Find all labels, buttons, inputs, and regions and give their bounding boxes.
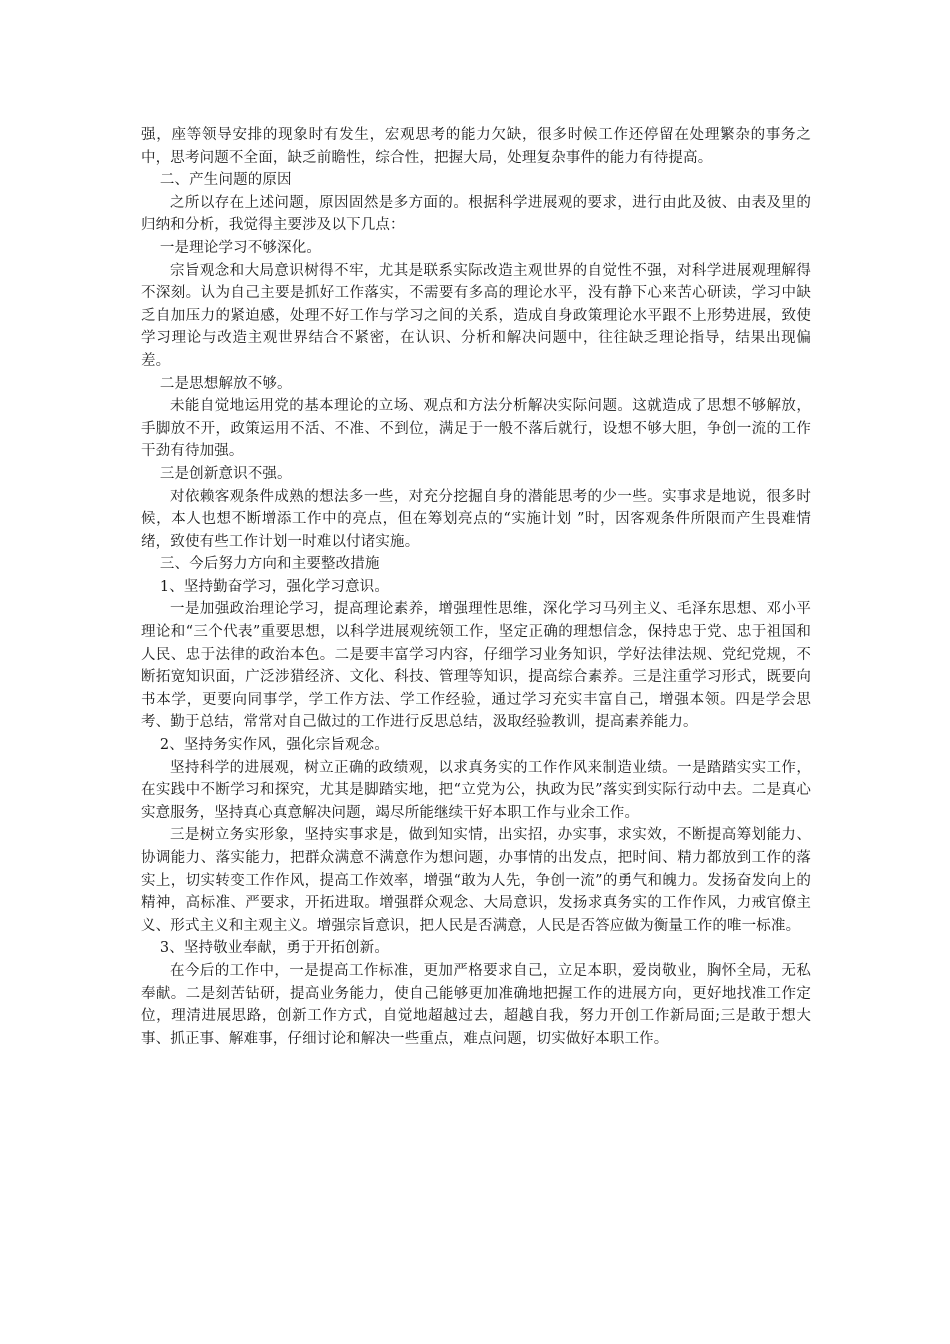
paragraph-thought-liberation: 未能自觉地运用党的基本理论的立场、观点和方法分析解决实际问题。这就造成了思想不够解放，手脚放不开，政策运用不活、不准、不到位，满足于一般不落后就行，设想不够大胆，争创一流的工作干劲有待加强。 [141,398,811,460]
paragraph-dedication: 在今后的工作中，一是提高工作标准，更加严格要求自己，立足本职，爱岗敬业，胸怀全局，无私奉献。二是刻苦钻研，提高业务能力，使自己能够更加准确地把握工作的进展方向，更好地找准工作定位，理清进展思路，创新工作方式，自觉地超越过去，超越自我，努力开创工作新局面;三是敢于想大事、抓正事、解难事，仔细讨论和解决一些重点，难点问题，切实做好本职工作。 [141,962,811,1047]
paragraph-innovation: 对依赖客观条件成熟的想法多一些，对充分挖掘自身的潜能思考的少一些。实事求是地说，很多时候，本人也想不断增添工作中的亮点，但在筹划亮点的“实施计划 ”时，因客观条件所限而产生畏难情绪，致使有些工作计划一时难以付诸实施。 [141,488,811,550]
subheading-practical-style: 2、坚持务实作风，强化宗旨观念。 [159,737,389,754]
subheading-dedication: 3、坚持敬业奉献，勇于开拓创新。 [159,940,389,957]
subheading-innovation: 三是创新意识不强。 [159,465,292,482]
paragraph-theory-study: 宗旨观念和大局意识树得不牢，尤其是联系实际改造主观世界的自觉性不强，对科学进展观理解得不深刻。认为自己主要是抓好工作落实，不需要有多高的理论水平，没有静下心来苦心研读，学习中缺乏自加压力的紧迫感，处理不好工作与学习之间的关系，造成自身政策理论水平跟不上形势进展，致使学习理论与改造主观世界结合不紧密，在认识、分析和解决问题中，往往缺乏理论指导，结果出现偏差。 [141,262,811,369]
subheading-theory-study: 一是理论学习不够深化。 [159,239,321,256]
paragraph-continuation: 强，座等领导安排的现象时有发生，宏观思考的能力欠缺，很多时候工作还停留在处理繁杂的事务之中，思考问题不全面，缺乏前瞻性，综合性，把握大局，处理复杂事件的能力有待提高。 [141,127,811,166]
paragraph-study: 一是加强政治理论学习，提高理论素养，增强理性思维，深化学习马列主义、毛泽东思想、邓小平理论和“三个代表”重要思想，以科学进展观统领工作，坚定正确的理想信念，保持忠于党、忠于祖国和人民、忠于法律的政治本色。二是要丰富学习内容，仔细学习业务知识，学好法律法规、党纪党规，不断拓宽知识面，广泛涉猎经济、文化、科技、管理等知识，提高综合素养。三是注重学习形式，既要向书本学，更要向同事学，学工作方法、学工作经验，通过学习充实丰富自己，增强本领。四是学会思考、勤于总结，常常对自己做过的工作进行反思总结，汲取经验教训，提高素养能力。 [141,601,811,731]
paragraph-practical-image: 三是树立务实形象，坚持实事求是，做到知实情，出实招，办实事，求实效，不断提高筹划能力、协调能力、落实能力，把群众满意不满意作为想问题，办事情的出发点，把时间、精力都放到工作的落实上，切实转变工作作风，提高工作效率，增强“敢为人先，争创一流”的勇气和魄力。发扬奋发向上的精神，高标准、严要求，开拓进取。增强群众观念、大局意识，发扬求真务实的工作作风，力戒官僚主义、形式主义和主观主义。增强宗旨意识，把人民是否满意，人民是否答应做为衡量工作的唯一标准。 [141,827,811,934]
document-page [141,124,811,1050]
subheading-study: 1、坚持勤奋学习，强化学习意识。 [159,578,389,595]
paragraph-causes-intro: 之所以存在上述问题，原因固然是多方面的。根据科学进展观的要求，进行由此及彼、由表及里的归纳和分析，我觉得主要涉及以下几点： [141,194,811,234]
section-heading-causes: 二、产生问题的原因 [159,172,292,189]
paragraph-practical-style: 坚持科学的进展观，树立正确的政绩观，以求真务实的工作作风来制造业绩。一是踏踏实实工作，在实践中不断学习和探究，尤其是脚踏实地，把“立党为公，执政为民”落实到实际行动中去。二是真心实意服务，坚持真心真意解决问题，竭尽所能继续干好本职工作与业余工作。 [141,759,811,821]
subheading-thought-liberation: 二是思想解放不够。 [159,375,292,392]
section-heading-measures: 三、今后努力方向和主要整改措施 [159,556,380,573]
